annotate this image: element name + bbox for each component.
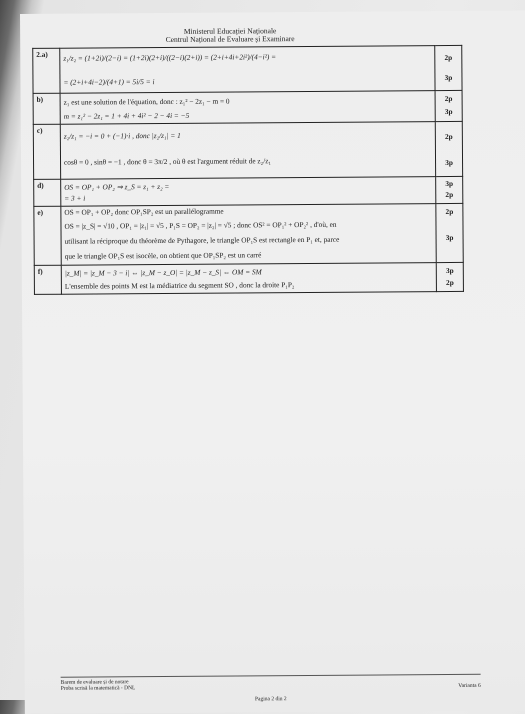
- page-number: Pagina 2 din 2: [254, 696, 287, 703]
- points: 2p: [444, 93, 453, 104]
- item-line: z₁ est une solution de l'équation, donc : z₁² − 2z₁ − m = 0: [63, 96, 230, 107]
- points: 2p: [445, 206, 454, 216]
- item-content: [60, 91, 435, 125]
- item-label: c): [33, 124, 60, 179]
- item-line: = 3 + i: [64, 193, 86, 203]
- points-cell: [435, 45, 462, 90]
- document-footer: [60, 674, 481, 703]
- item-line: m = z₁² − 2z₁ = 1 + 4i + 4i² − 2 − 4i = −5: [63, 110, 190, 121]
- item-line: |z_M| = |z_M − 3 − i| ⇔ |z_M − z_O| = |z_M − z_S| ⇔ OM = SM: [64, 267, 262, 278]
- points: 3p: [445, 265, 454, 275]
- table-row: [33, 121, 462, 179]
- item-line: z₂/z₁ = −i = 0 + (−1)·i , donc |z₂/z₁| = 1: [63, 130, 181, 141]
- points-cell: [436, 203, 463, 262]
- item-line: OS = OP₁ + OP₂ donc OP₁SP₂ est un parallélogramme: [64, 206, 224, 217]
- item-content: [61, 177, 436, 207]
- item-line: OS = OP₁ + OP₂ ⇒ z_S = z₁ + z₂ =: [64, 181, 170, 192]
- item-content: [61, 204, 436, 266]
- points: 3p: [445, 157, 453, 167]
- footer-subtitle: Proba scrisă la matematică - DNL: [60, 685, 136, 692]
- variant-label: Varianta 6: [458, 682, 481, 689]
- item-line: utilisant la réciproque du théorème de Pythagore, le triangle OP₁S est rectangle en P₁ et, parce: [64, 234, 340, 246]
- points: 3p: [444, 72, 453, 82]
- table-row: [34, 203, 463, 265]
- points: 3p: [445, 232, 454, 242]
- points-cell: [435, 121, 462, 176]
- item-label: d): [34, 179, 61, 206]
- item-line: = (2+i+4i−2)/(4+1) = 5i/5 = i: [63, 77, 155, 87]
- document-header: [20, 26, 440, 45]
- ministry-name: Ministerul Educației Naționale: [183, 26, 277, 36]
- points: 2p: [445, 277, 454, 287]
- item-line: L'ensemble des points M est la médiatrice du segment SO , donc la droite P₁P₂: [64, 280, 295, 291]
- points: 2p: [444, 131, 453, 141]
- footer-title: Barem de evaluare și de notare: [60, 679, 129, 686]
- points-cell: [435, 90, 462, 121]
- points: 2p: [444, 52, 453, 62]
- table-row: [34, 262, 463, 294]
- table-row: [33, 90, 462, 124]
- table-row: [34, 176, 463, 206]
- item-content: [60, 46, 435, 94]
- item-label: f): [34, 265, 61, 294]
- item-line: OS = |z_S| = √10 , OP₁ = |z₁| = √5 , P₁S = OP₂ = |z₂| = √5 ; donc OS² = OP₁² + OP₂² , d'où, en: [64, 219, 337, 231]
- item-line: que le triangle OP₁S est isocèle, on obtient que OP₁SP₂ est un carré: [64, 250, 262, 261]
- table-row: [33, 45, 462, 93]
- points-cell: [436, 176, 463, 203]
- points: 3p: [445, 178, 454, 189]
- grading-table: [32, 45, 464, 295]
- item-line: cosθ = 0 , sinθ = −1 , donc θ = 3π/2 , où θ est l'argument réduit de z₂/z₁: [64, 156, 272, 167]
- item-content: [61, 263, 436, 295]
- item-content: [60, 122, 435, 180]
- document-page: [20, 10, 525, 714]
- points: 3p: [444, 106, 453, 117]
- item-label: b): [33, 93, 60, 124]
- points: 2p: [445, 189, 454, 200]
- points-cell: [436, 262, 463, 291]
- item-label: 2.a): [33, 48, 60, 93]
- item-label: e): [34, 206, 61, 265]
- item-line: z₁/z₂ = (1+2i)/(2−i) = (1+2i)(2+i)/((2−i)(2+i)) = (2+i+4i+2i²)/(4−i²) =: [63, 52, 277, 63]
- center-name: Centrul Național de Evaluare și Examinare: [165, 34, 295, 44]
